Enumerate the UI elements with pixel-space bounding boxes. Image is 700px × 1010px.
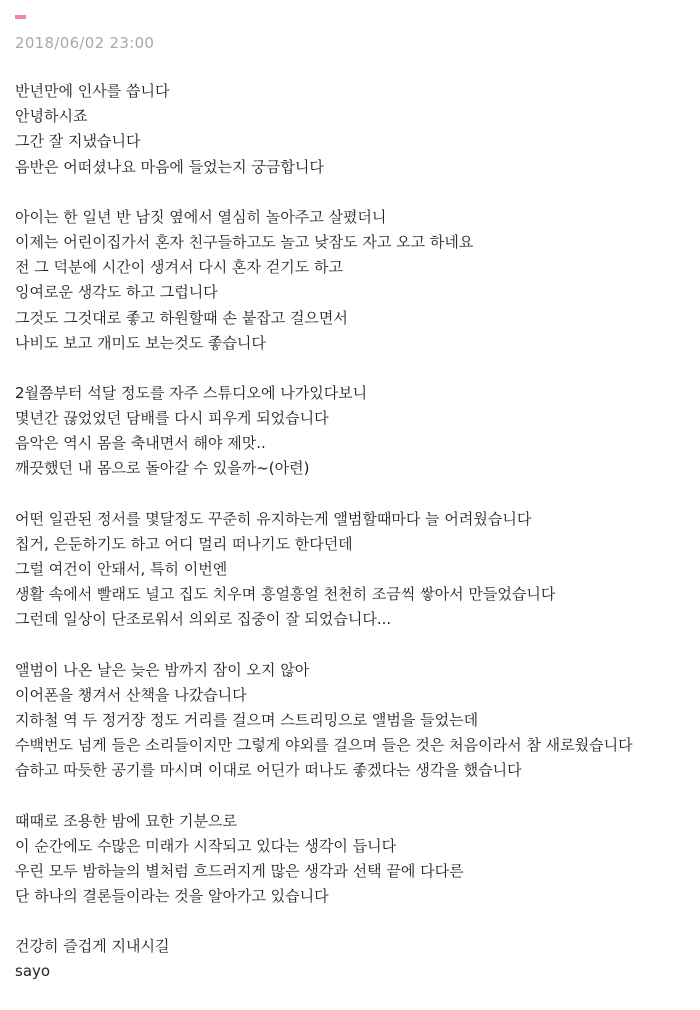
- post-line: 이어폰을 챙겨서 산책을 나갔습니다: [15, 685, 247, 704]
- post-line: 생활 속에서 빨래도 널고 집도 치우며 흥얼흥얼 천천히 조금씩 쌓아서 만들었습니다: [15, 585, 556, 604]
- post-paragraph: [15, 79, 695, 180]
- post-line: 잉여로운 생각도 하고 그럽니다: [15, 283, 218, 302]
- post-line: 음악은 역시 몸을 축내면서 해야 제맛..: [15, 434, 266, 453]
- post-line: 칩거, 은둔하기도 하고 어디 멀리 떠나기도 한다던데: [15, 534, 353, 553]
- post-line: 나비도 보고 개미도 보는것도 좋습니다: [15, 333, 266, 352]
- post-line: 수백번도 넘게 들은 소리들이지만 그렇게 야외를 걸으며 들은 것은 처음이라서 참 새로웠습니다: [15, 736, 633, 755]
- post-body: [15, 79, 695, 1010]
- post-line: 음반은 어떠셨나요 마음에 들었는지 궁금합니다: [15, 157, 324, 176]
- post-line: 그런데 일상이 단조로워서 의외로 집중이 잘 되었습니다...: [15, 610, 392, 629]
- post-line: 아이는 한 일년 반 남짓 옆에서 열심히 놀아주고 살폈더니: [15, 207, 387, 226]
- post-line: 이 순간에도 수많은 미래가 시작되고 있다는 생각이 듭니다: [15, 836, 397, 855]
- post-line: 때때로 조용한 밤에 묘한 기분으로: [15, 811, 237, 830]
- category-marker: [15, 15, 26, 19]
- post-line: 깨끗했던 내 몸으로 돌아갈 수 있을까~(아련): [15, 459, 310, 478]
- post-paragraph: [15, 381, 695, 482]
- post-paragraph: [15, 507, 695, 633]
- post-line: 2월쯤부터 석달 정도를 자주 스튜디오에 나가있다보니: [15, 383, 368, 402]
- post-line: 우린 모두 밤하늘의 별처럼 흐드러지게 많은 생각과 선택 끝에 다다른: [15, 861, 464, 880]
- post-line: 그간 잘 지냈습니다: [15, 132, 141, 151]
- post-line: 안녕하시죠: [15, 107, 88, 126]
- post-line: 전 그 덕분에 시간이 생겨서 다시 혼자 걷기도 하고: [15, 258, 343, 277]
- post-paragraph: [15, 658, 695, 784]
- post-line: 몇년간 끊었었던 담배를 다시 피우게 되었습니다: [15, 409, 329, 428]
- post-paragraph: [15, 934, 695, 984]
- post-line: 이제는 어린이집가서 혼자 친구들하고도 놀고 낮잠도 자고 오고 하네요: [15, 232, 474, 251]
- post-line: 앨범이 나온 날은 늦은 밤까지 잠이 오지 않아: [15, 660, 310, 679]
- post-line: 그럴 여건이 안돼서, 특히 이번엔: [15, 560, 228, 578]
- post-line: 건강히 즐겁게 지내시길: [15, 937, 170, 956]
- post-line: 그것도 그것대로 좋고 하원할때 손 붙잡고 걸으면서: [15, 308, 348, 327]
- post-paragraph: [15, 809, 695, 910]
- post-line: 반년만에 인사를 씁니다: [15, 82, 170, 100]
- post-line: 단 하나의 결론들이라는 것을 알아가고 있습니다: [15, 887, 329, 906]
- post-line: 지하철 역 두 정거장 정도 거리를 걸으며 스트리밍으로 앨범을 들었는데: [15, 710, 479, 729]
- post-line: sayo: [15, 962, 51, 981]
- post-date: 2018/06/02 23:00: [15, 34, 155, 52]
- post-line: 습하고 따듯한 공기를 마시며 이대로 어딘가 떠나도 좋겠다는 생각을 했습니다: [15, 761, 522, 780]
- post-paragraph: [15, 205, 695, 356]
- post-line: 어떤 일관된 정서를 몇달정도 꾸준히 유지하는게 앨범할때마다 늘 어려웠습니다: [15, 509, 532, 528]
